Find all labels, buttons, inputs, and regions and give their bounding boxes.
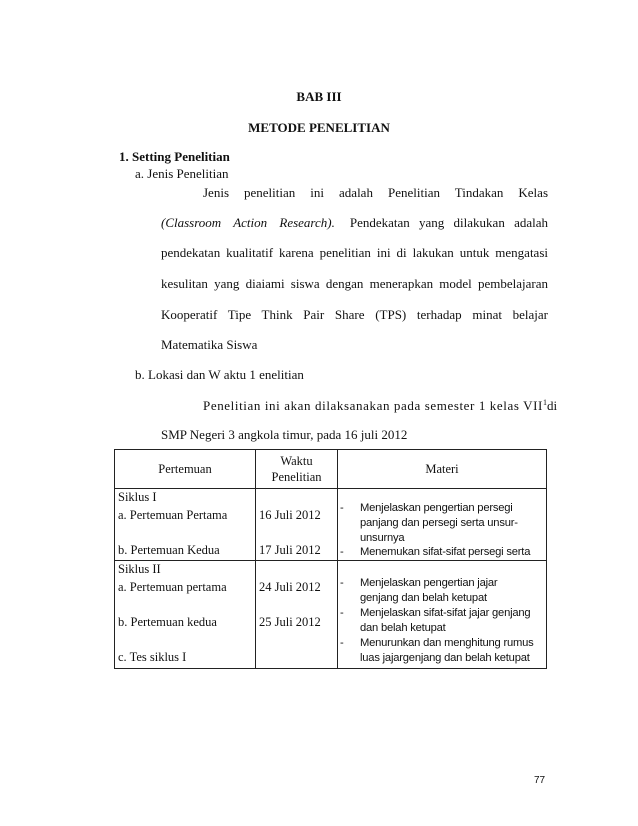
table-row [115,489,547,561]
bullet-dash: - [340,546,344,558]
cell-line: 16 Juli 2012 [259,507,321,522]
cell-line: a. Pertemuan pertama [118,579,227,594]
materi-text: luas jajargenjang dan belah ketupat [360,652,530,664]
header-materi: Materi [338,450,547,489]
bullet-dash: - [340,637,344,649]
section-heading: 1. Setting Penelitian [119,149,230,164]
materi-text: Menjelaskan pengertian jajar [360,577,498,589]
bullet-dash: - [340,502,344,514]
materi-row [338,489,546,501]
bullet-dash [338,591,360,606]
cell-pertemuan-siklus-2 [115,561,256,669]
materi-row [338,501,546,516]
cell-line: c. Tes siklus I [118,649,187,664]
paragraph-b-line-2: SMP Negeri 3 angkola timur, pada 16 juli 2012 [161,427,408,442]
materi-text: panjang dan persegi serta unsur- [360,517,518,529]
header-pertemuan: Pertemuan [115,450,256,489]
cell-line [256,596,337,614]
cell-line [115,631,255,649]
bullet-dash [338,531,360,545]
materi-row [338,621,546,636]
chapter-title: METODE PENELITIAN [248,120,390,135]
cell-line: 17 Juli 2012 [259,542,321,557]
cell-line [256,524,337,542]
cell-line: Siklus II [118,562,161,576]
cell-line [256,631,337,649]
schedule-table [114,449,547,669]
materi-row [338,651,546,666]
english-term: (Classroom Action Research). [161,215,335,230]
bullet-dash: - [340,607,344,619]
bullet-dash [338,621,360,636]
table-row [115,561,547,669]
materi-text: Menjelaskan sifat-sifat jajar genjang [360,607,531,619]
bullet-dash [338,489,360,501]
bullet-dash: - [340,577,344,589]
superscript: 1 [542,398,547,407]
cell-line: 24 Juli 2012 [259,579,321,594]
paragraph-a-line-2 [161,215,548,231]
paragraph-b-line-1 [203,398,558,414]
materi-row [338,561,546,576]
cell-line: Siklus I [118,490,157,504]
materi-row [338,545,546,559]
materi-text: Menemukan sifat-sifat persegi serta [360,546,531,558]
page-number: 77 [534,775,546,786]
header-waktu [256,450,338,489]
header-waktu-line-2: Penelitian [271,470,322,484]
cell-pertemuan-siklus-1 [115,489,256,561]
materi-row [338,636,546,651]
cell-line: b. Pertemuan kedua [118,614,217,629]
subsection-b-heading: b. Lokasi dan W aktu 1 enelitian [135,367,304,382]
materi-text: dan belah ketupat [360,622,446,634]
materi-text: Menurunkan dan menghitung rumus [360,637,534,649]
paragraph-a-line-5: Kooperatif Tipe Think Pair Share (TPS) terhadap minat belajar [161,307,548,322]
paragraph-b-line-1-end: di [546,398,558,413]
cell-line: a. Pertemuan Pertama [118,507,228,522]
cell-line: b. Pertemuan Kedua [118,542,220,557]
materi-row [338,516,546,531]
materi-row [338,591,546,606]
cell-waktu-siklus-1 [256,489,338,561]
cell-materi-siklus-1 [338,489,547,561]
header-waktu-line-1: Waktu [280,454,313,468]
chapter-number: BAB III [296,89,342,104]
cell-line [115,524,255,542]
materi-row [338,606,546,621]
cell-line [115,596,255,614]
materi-text: Menjelaskan pengertian persegi [360,502,513,514]
materi-row [338,531,546,545]
paragraph-a-line-6: Matematika Siswa [161,337,258,352]
cell-line [256,489,337,507]
bullet-dash [338,516,360,531]
cell-materi-siklus-2 [338,561,547,669]
paragraph-a-line-3: pendekatan kualitatif karena penelitian ini di lakukan untuk mengatasi [161,245,548,260]
bullet-dash [338,651,360,666]
materi-text: genjang dan belah ketupat [360,592,487,604]
paragraph-a-line-4: kesulitan yang diaiami siswa dengan menerapkan model pembelajaran [161,276,548,291]
cell-waktu-siklus-2 [256,561,338,669]
paragraph-b-line-1-text: Penelitian ini akan dilaksanakan pada semester 1 kelas VII [203,398,543,413]
table-header-row [115,450,547,489]
paragraph-a-line-2-rest: Pendekatan yang dilakukan adalah [349,215,548,230]
cell-line [256,649,337,667]
materi-row [338,576,546,591]
materi-text: unsurnya [360,532,405,544]
cell-line [256,561,337,579]
bullet-dash [338,561,360,576]
cell-line: 25 Juli 2012 [259,614,321,629]
paragraph-a-line-1: Jenis penelitian ini adalah Penelitian Tindakan Kelas [203,185,548,200]
subsection-a-heading: a. Jenis Penelitian [135,166,229,181]
